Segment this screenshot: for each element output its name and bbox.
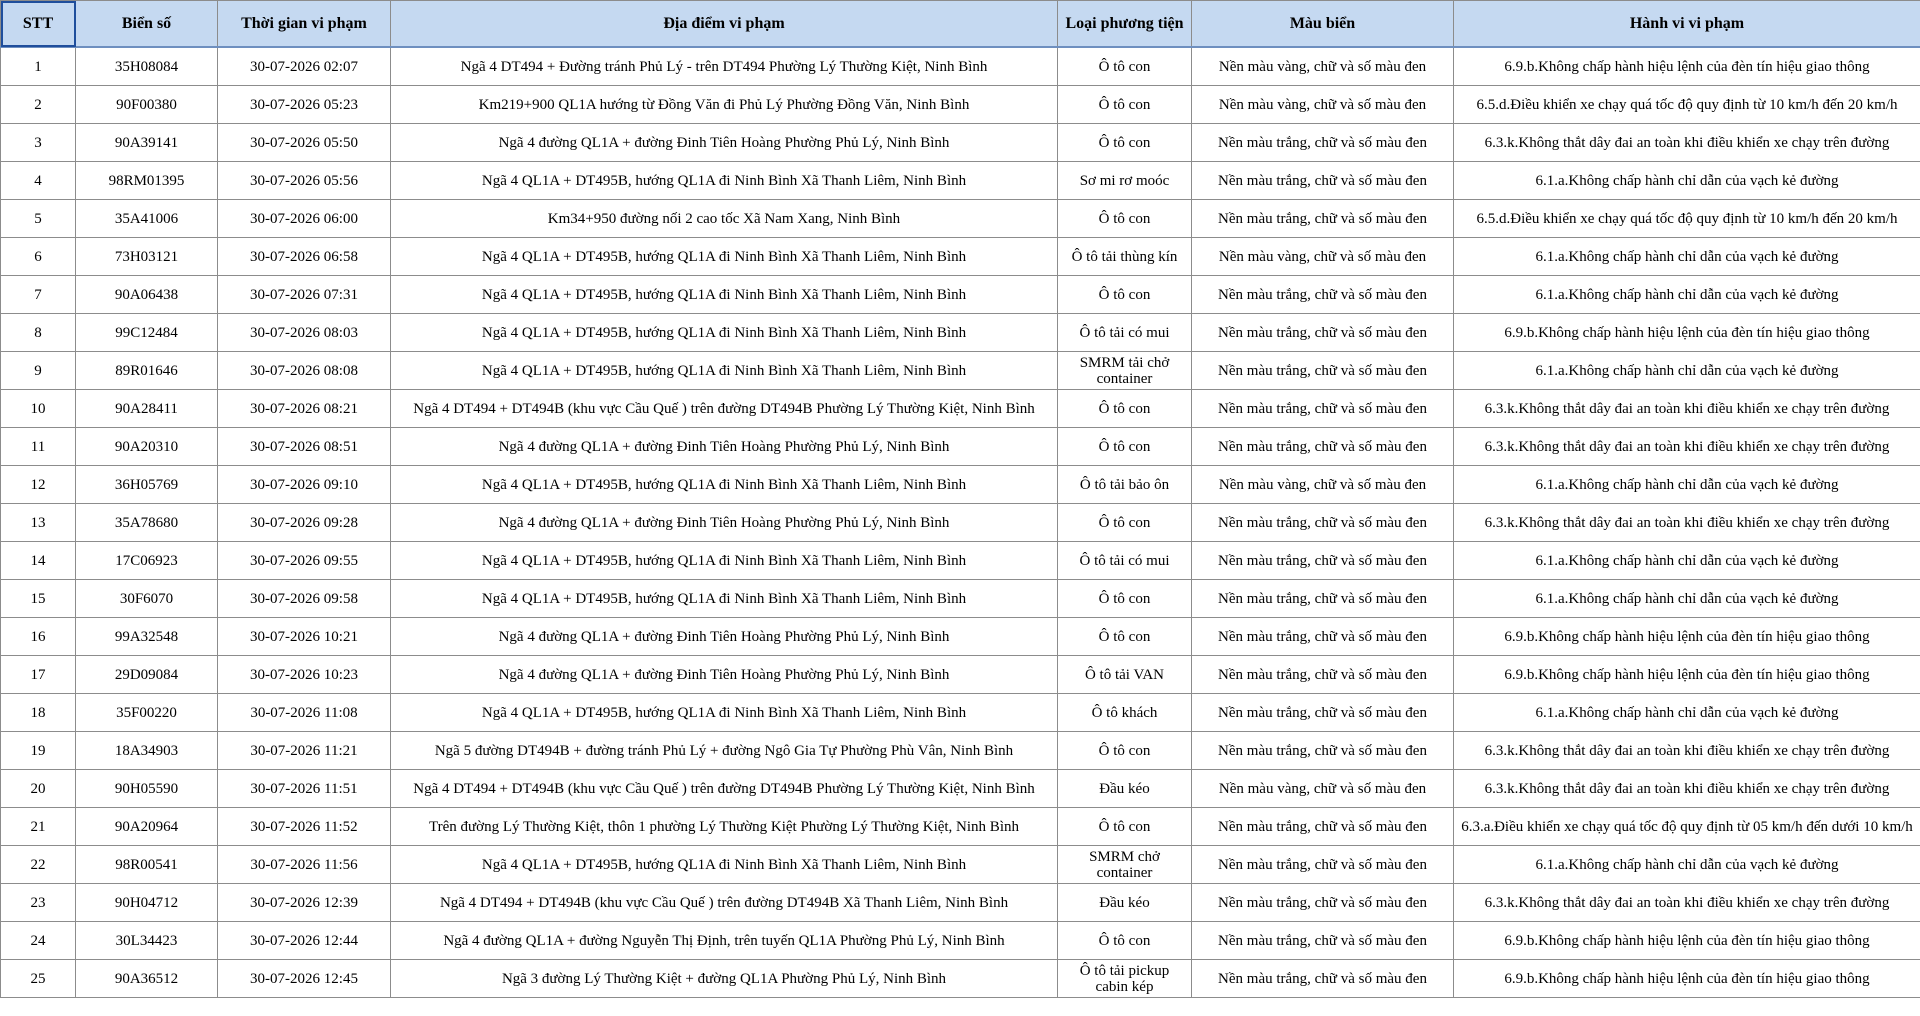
cell-stt[interactable]: 21 bbox=[1, 808, 76, 846]
cell-violation-location[interactable]: Ngã 4 QL1A + DT495B, hướng QL1A đi Ninh Bình Xã Thanh Liêm, Ninh Bình bbox=[391, 276, 1058, 314]
cell-license-plate[interactable]: 90H04712 bbox=[76, 884, 218, 922]
cell-plate-color[interactable]: Nền màu vàng, chữ và số màu đen bbox=[1192, 238, 1454, 276]
cell-license-plate[interactable]: 35F00220 bbox=[76, 694, 218, 732]
cell-violation-behavior[interactable]: 6.3.a.Điều khiển xe chạy quá tốc độ quy định từ 05 km/h đến dưới 10 km/h bbox=[1454, 808, 1920, 846]
cell-vehicle-type[interactable]: Ô tô con bbox=[1058, 428, 1192, 466]
cell-stt[interactable]: 1 bbox=[1, 47, 76, 86]
cell-license-plate[interactable]: 90H05590 bbox=[76, 770, 218, 808]
cell-stt[interactable]: 6 bbox=[1, 238, 76, 276]
cell-plate-color[interactable]: Nền màu trắng, chữ và số màu đen bbox=[1192, 618, 1454, 656]
cell-violation-time[interactable]: 30-07-2026 12:39 bbox=[218, 884, 391, 922]
cell-stt[interactable]: 3 bbox=[1, 124, 76, 162]
cell-vehicle-type[interactable]: Ô tô con bbox=[1058, 200, 1192, 238]
cell-license-plate[interactable]: 99C12484 bbox=[76, 314, 218, 352]
table-row bbox=[1, 694, 1920, 732]
cell-plate-color[interactable]: Nền màu trắng, chữ và số màu đen bbox=[1192, 960, 1454, 998]
cell-vehicle-type[interactable]: Ô tô tải bảo ôn bbox=[1058, 466, 1192, 504]
cell-violation-location[interactable]: Ngã 4 DT494 + DT494B (khu vực Cầu Quế ) trên đường DT494B Phường Lý Thường Kiệt, Ninh Bình bbox=[391, 390, 1058, 428]
table-row bbox=[1, 124, 1920, 162]
table-row bbox=[1, 390, 1920, 428]
cell-violation-time[interactable]: 30-07-2026 08:21 bbox=[218, 390, 391, 428]
cell-violation-time[interactable]: 30-07-2026 08:51 bbox=[218, 428, 391, 466]
cell-plate-color[interactable]: Nền màu trắng, chữ và số màu đen bbox=[1192, 352, 1454, 390]
cell-license-plate[interactable]: 73H03121 bbox=[76, 238, 218, 276]
cell-license-plate[interactable]: 90A06438 bbox=[76, 276, 218, 314]
column-header-plate-color[interactable]: Màu biển bbox=[1192, 1, 1454, 48]
table-row bbox=[1, 580, 1920, 618]
cell-violation-time[interactable]: 30-07-2026 10:23 bbox=[218, 656, 391, 694]
cell-violation-time[interactable]: 30-07-2026 09:58 bbox=[218, 580, 391, 618]
cell-violation-behavior[interactable]: 6.9.b.Không chấp hành hiệu lệnh của đèn tín hiệu giao thông bbox=[1454, 314, 1920, 352]
cell-vehicle-type[interactable]: Ô tô con bbox=[1058, 276, 1192, 314]
cell-violation-time[interactable]: 30-07-2026 06:00 bbox=[218, 200, 391, 238]
cell-license-plate[interactable]: 89R01646 bbox=[76, 352, 218, 390]
cell-vehicle-type[interactable]: Ô tô con bbox=[1058, 47, 1192, 86]
cell-stt[interactable]: 25 bbox=[1, 960, 76, 998]
cell-stt[interactable]: 8 bbox=[1, 314, 76, 352]
cell-license-plate[interactable]: 17C06923 bbox=[76, 542, 218, 580]
cell-plate-color[interactable]: Nền màu trắng, chữ và số màu đen bbox=[1192, 162, 1454, 200]
cell-plate-color[interactable]: Nền màu trắng, chữ và số màu đen bbox=[1192, 504, 1454, 542]
table-row bbox=[1, 200, 1920, 238]
cell-violation-time[interactable]: 30-07-2026 08:08 bbox=[218, 352, 391, 390]
cell-license-plate[interactable]: 35A41006 bbox=[76, 200, 218, 238]
cell-violation-location[interactable]: Ngã 4 DT494 + DT494B (khu vực Cầu Quế ) trên đường DT494B Xã Thanh Liêm, Ninh Bình bbox=[391, 884, 1058, 922]
cell-plate-color[interactable]: Nền màu vàng, chữ và số màu đen bbox=[1192, 86, 1454, 124]
cell-stt[interactable]: 20 bbox=[1, 770, 76, 808]
cell-violation-location[interactable]: Ngã 4 QL1A + DT495B, hướng QL1A đi Ninh Bình Xã Thanh Liêm, Ninh Bình bbox=[391, 466, 1058, 504]
cell-stt[interactable]: 4 bbox=[1, 162, 76, 200]
table-row bbox=[1, 47, 1920, 86]
table-row bbox=[1, 808, 1920, 846]
column-header-vehicle-type[interactable]: Loại phương tiện bbox=[1058, 1, 1192, 48]
cell-vehicle-type[interactable]: Ô tô con bbox=[1058, 808, 1192, 846]
cell-license-plate[interactable]: 35A78680 bbox=[76, 504, 218, 542]
table-row bbox=[1, 314, 1920, 352]
table-row bbox=[1, 846, 1920, 884]
cell-violation-location[interactable]: Ngã 4 QL1A + DT495B, hướng QL1A đi Ninh Bình Xã Thanh Liêm, Ninh Bình bbox=[391, 238, 1058, 276]
cell-vehicle-type[interactable]: Ô tô con bbox=[1058, 580, 1192, 618]
cell-stt[interactable]: 15 bbox=[1, 580, 76, 618]
cell-violation-location[interactable]: Ngã 4 QL1A + DT495B, hướng QL1A đi Ninh Bình Xã Thanh Liêm, Ninh Bình bbox=[391, 162, 1058, 200]
cell-violation-behavior[interactable]: 6.1.a.Không chấp hành chỉ dẫn của vạch kẻ đường bbox=[1454, 276, 1920, 314]
cell-plate-color[interactable]: Nền màu trắng, chữ và số màu đen bbox=[1192, 808, 1454, 846]
cell-stt[interactable]: 2 bbox=[1, 86, 76, 124]
cell-violation-behavior[interactable]: 6.3.k.Không thắt dây đai an toàn khi điều khiển xe chạy trên đường bbox=[1454, 124, 1920, 162]
cell-stt[interactable]: 10 bbox=[1, 390, 76, 428]
cell-license-plate[interactable]: 90A28411 bbox=[76, 390, 218, 428]
cell-plate-color[interactable]: Nền màu trắng, chữ và số màu đen bbox=[1192, 428, 1454, 466]
cell-plate-color[interactable]: Nền màu trắng, chữ và số màu đen bbox=[1192, 276, 1454, 314]
cell-violation-behavior[interactable]: 6.3.k.Không thắt dây đai an toàn khi điều khiển xe chạy trên đường bbox=[1454, 390, 1920, 428]
cell-violation-location[interactable]: Ngã 4 đường QL1A + đường Đinh Tiên Hoàng Phường Phủ Lý, Ninh Bình bbox=[391, 618, 1058, 656]
cell-plate-color[interactable]: Nền màu trắng, chữ và số màu đen bbox=[1192, 656, 1454, 694]
cell-plate-color[interactable]: Nền màu trắng, chữ và số màu đen bbox=[1192, 542, 1454, 580]
cell-stt[interactable]: 23 bbox=[1, 884, 76, 922]
cell-vehicle-type[interactable]: Ô tô con bbox=[1058, 86, 1192, 124]
cell-vehicle-type[interactable]: Ô tô con bbox=[1058, 124, 1192, 162]
cell-violation-behavior[interactable]: 6.5.d.Điều khiển xe chạy quá tốc độ quy định từ 10 km/h đến 20 km/h bbox=[1454, 200, 1920, 238]
table-row bbox=[1, 162, 1920, 200]
cell-violation-location[interactable]: Ngã 5 đường DT494B + đường tránh Phủ Lý + đường Ngô Gia Tự Phường Phù Vân, Ninh Bình bbox=[391, 732, 1058, 770]
cell-violation-location[interactable]: Ngã 4 QL1A + DT495B, hướng QL1A đi Ninh Bình Xã Thanh Liêm, Ninh Bình bbox=[391, 352, 1058, 390]
header-row bbox=[1, 1, 1920, 48]
cell-vehicle-type[interactable]: Ô tô tải có mui bbox=[1058, 542, 1192, 580]
cell-violation-time[interactable]: 30-07-2026 07:31 bbox=[218, 276, 391, 314]
table-row bbox=[1, 884, 1920, 922]
cell-violation-behavior[interactable]: 6.1.a.Không chấp hành chỉ dẫn của vạch kẻ đường bbox=[1454, 162, 1920, 200]
table-row bbox=[1, 618, 1920, 656]
cell-plate-color[interactable]: Nền màu trắng, chữ và số màu đen bbox=[1192, 200, 1454, 238]
cell-violation-time[interactable]: 30-07-2026 10:21 bbox=[218, 618, 391, 656]
cell-violation-location[interactable]: Ngã 4 QL1A + DT495B, hướng QL1A đi Ninh Bình Xã Thanh Liêm, Ninh Bình bbox=[391, 694, 1058, 732]
cell-violation-time[interactable]: 30-07-2026 05:50 bbox=[218, 124, 391, 162]
cell-violation-behavior[interactable]: 6.1.a.Không chấp hành chỉ dẫn của vạch kẻ đường bbox=[1454, 352, 1920, 390]
cell-vehicle-type[interactable]: Ô tô con bbox=[1058, 618, 1192, 656]
cell-license-plate[interactable]: 90F00380 bbox=[76, 86, 218, 124]
table-row bbox=[1, 352, 1920, 390]
cell-violation-time[interactable]: 30-07-2026 11:51 bbox=[218, 770, 391, 808]
cell-vehicle-type[interactable]: Ô tô tải pickup cabin kép bbox=[1058, 960, 1192, 998]
cell-stt[interactable]: 5 bbox=[1, 200, 76, 238]
cell-stt[interactable]: 18 bbox=[1, 694, 76, 732]
column-header-violation-time[interactable]: Thời gian vi phạm bbox=[218, 1, 391, 48]
cell-violation-time[interactable]: 30-07-2026 08:03 bbox=[218, 314, 391, 352]
cell-stt[interactable]: 11 bbox=[1, 428, 76, 466]
cell-plate-color[interactable]: Nền màu trắng, chữ và số màu đen bbox=[1192, 694, 1454, 732]
cell-violation-time[interactable]: 30-07-2026 06:58 bbox=[218, 238, 391, 276]
cell-violation-time[interactable]: 30-07-2026 09:55 bbox=[218, 542, 391, 580]
table-row bbox=[1, 428, 1920, 466]
cell-vehicle-type[interactable]: Đầu kéo bbox=[1058, 770, 1192, 808]
cell-violation-behavior[interactable]: 6.3.k.Không thắt dây đai an toàn khi điều khiển xe chạy trên đường bbox=[1454, 770, 1920, 808]
cell-violation-location[interactable]: Km219+900 QL1A hướng từ Đồng Văn đi Phủ Lý Phường Đồng Văn, Ninh Bình bbox=[391, 86, 1058, 124]
cell-license-plate[interactable]: 30L34423 bbox=[76, 922, 218, 960]
cell-plate-color[interactable]: Nền màu vàng, chữ và số màu đen bbox=[1192, 770, 1454, 808]
cell-license-plate[interactable]: 30F6070 bbox=[76, 580, 218, 618]
cell-violation-location[interactable]: Trên đường Lý Thường Kiệt, thôn 1 phường Lý Thường Kiệt Phường Lý Thường Kiệt, Ninh Bình bbox=[391, 808, 1058, 846]
cell-license-plate[interactable]: 29D09084 bbox=[76, 656, 218, 694]
table-row bbox=[1, 922, 1920, 960]
cell-violation-location[interactable]: Ngã 4 QL1A + DT495B, hướng QL1A đi Ninh Bình Xã Thanh Liêm, Ninh Bình bbox=[391, 846, 1058, 884]
cell-plate-color[interactable]: Nền màu trắng, chữ và số màu đen bbox=[1192, 732, 1454, 770]
column-header-violation-behavior[interactable]: Hành vi vi phạm bbox=[1454, 1, 1920, 48]
cell-violation-location[interactable]: Ngã 4 QL1A + DT495B, hướng QL1A đi Ninh Bình Xã Thanh Liêm, Ninh Bình bbox=[391, 580, 1058, 618]
cell-vehicle-type[interactable]: Ô tô tải VAN bbox=[1058, 656, 1192, 694]
table-row bbox=[1, 504, 1920, 542]
cell-plate-color[interactable]: Nền màu trắng, chữ và số màu đen bbox=[1192, 390, 1454, 428]
table-row bbox=[1, 276, 1920, 314]
cell-violation-behavior[interactable]: 6.3.k.Không thắt dây đai an toàn khi điều khiển xe chạy trên đường bbox=[1454, 732, 1920, 770]
table-row bbox=[1, 770, 1920, 808]
cell-stt[interactable]: 7 bbox=[1, 276, 76, 314]
cell-license-plate[interactable]: 35H08084 bbox=[76, 47, 218, 86]
cell-violation-behavior[interactable]: 6.9.b.Không chấp hành hiệu lệnh của đèn tín hiệu giao thông bbox=[1454, 618, 1920, 656]
cell-stt[interactable]: 13 bbox=[1, 504, 76, 542]
cell-violation-behavior[interactable]: 6.3.k.Không thắt dây đai an toàn khi điều khiển xe chạy trên đường bbox=[1454, 504, 1920, 542]
cell-violation-location[interactable]: Km34+950 đường nối 2 cao tốc Xã Nam Xang, Ninh Bình bbox=[391, 200, 1058, 238]
cell-license-plate[interactable]: 90A39141 bbox=[76, 124, 218, 162]
cell-vehicle-type[interactable]: SMRM chở container bbox=[1058, 846, 1192, 884]
cell-plate-color[interactable]: Nền màu vàng, chữ và số màu đen bbox=[1192, 466, 1454, 504]
cell-plate-color[interactable]: Nền màu trắng, chữ và số màu đen bbox=[1192, 580, 1454, 618]
table-row bbox=[1, 656, 1920, 694]
column-header-license-plate[interactable]: Biển số bbox=[76, 1, 218, 48]
cell-violation-location[interactable]: Ngã 4 đường QL1A + đường Đinh Tiên Hoàng Phường Phủ Lý, Ninh Bình bbox=[391, 428, 1058, 466]
cell-violation-time[interactable]: 30-07-2026 05:23 bbox=[218, 86, 391, 124]
cell-violation-behavior[interactable]: 6.1.a.Không chấp hành chỉ dẫn của vạch kẻ đường bbox=[1454, 542, 1920, 580]
cell-violation-location[interactable]: Ngã 4 DT494 + Đường tránh Phủ Lý - trên DT494 Phường Lý Thường Kiệt, Ninh Bình bbox=[391, 47, 1058, 86]
cell-license-plate[interactable]: 98R00541 bbox=[76, 846, 218, 884]
cell-plate-color[interactable]: Nền màu trắng, chữ và số màu đen bbox=[1192, 922, 1454, 960]
column-header-violation-location[interactable]: Địa điểm vi phạm bbox=[391, 1, 1058, 48]
cell-license-plate[interactable]: 90A36512 bbox=[76, 960, 218, 998]
cell-violation-time[interactable]: 30-07-2026 11:08 bbox=[218, 694, 391, 732]
cell-vehicle-type[interactable]: Ô tô con bbox=[1058, 504, 1192, 542]
cell-license-plate[interactable]: 36H05769 bbox=[76, 466, 218, 504]
table-row bbox=[1, 732, 1920, 770]
cell-vehicle-type[interactable]: Ô tô khách bbox=[1058, 694, 1192, 732]
cell-plate-color[interactable]: Nền màu trắng, chữ và số màu đen bbox=[1192, 124, 1454, 162]
cell-violation-behavior[interactable]: 6.1.a.Không chấp hành chỉ dẫn của vạch kẻ đường bbox=[1454, 580, 1920, 618]
cell-violation-time[interactable]: 30-07-2026 11:21 bbox=[218, 732, 391, 770]
cell-stt[interactable]: 17 bbox=[1, 656, 76, 694]
cell-violation-behavior[interactable]: 6.9.b.Không chấp hành hiệu lệnh của đèn tín hiệu giao thông bbox=[1454, 960, 1920, 998]
cell-violation-time[interactable]: 30-07-2026 02:07 bbox=[218, 47, 391, 86]
cell-vehicle-type[interactable]: Ô tô con bbox=[1058, 732, 1192, 770]
cell-violation-behavior[interactable]: 6.9.b.Không chấp hành hiệu lệnh của đèn tín hiệu giao thông bbox=[1454, 656, 1920, 694]
table-row bbox=[1, 86, 1920, 124]
cell-violation-time[interactable]: 30-07-2026 09:28 bbox=[218, 504, 391, 542]
cell-stt[interactable]: 24 bbox=[1, 922, 76, 960]
cell-plate-color[interactable]: Nền màu vàng, chữ và số màu đen bbox=[1192, 47, 1454, 86]
cell-violation-behavior[interactable]: 6.5.d.Điều khiển xe chạy quá tốc độ quy định từ 10 km/h đến 20 km/h bbox=[1454, 86, 1920, 124]
table-row bbox=[1, 542, 1920, 580]
cell-license-plate[interactable]: 18A34903 bbox=[76, 732, 218, 770]
cell-vehicle-type[interactable]: SMRM tải chở container bbox=[1058, 352, 1192, 390]
cell-violation-behavior[interactable]: 6.1.a.Không chấp hành chỉ dẫn của vạch kẻ đường bbox=[1454, 238, 1920, 276]
cell-license-plate[interactable]: 90A20964 bbox=[76, 808, 218, 846]
cell-stt[interactable]: 16 bbox=[1, 618, 76, 656]
cell-vehicle-type[interactable]: Ô tô tải thùng kín bbox=[1058, 238, 1192, 276]
cell-violation-time[interactable]: 30-07-2026 11:56 bbox=[218, 846, 391, 884]
cell-stt[interactable]: 22 bbox=[1, 846, 76, 884]
cell-vehicle-type[interactable]: Ô tô tải có mui bbox=[1058, 314, 1192, 352]
cell-vehicle-type[interactable]: Sơ mi rơ moóc bbox=[1058, 162, 1192, 200]
cell-violation-location[interactable]: Ngã 4 đường QL1A + đường Nguyễn Thị Định, trên tuyến QL1A Phường Phủ Lý, Ninh Bình bbox=[391, 922, 1058, 960]
cell-violation-behavior[interactable]: 6.9.b.Không chấp hành hiệu lệnh của đèn tín hiệu giao thông bbox=[1454, 47, 1920, 86]
cell-violation-time[interactable]: 30-07-2026 05:56 bbox=[218, 162, 391, 200]
cell-violation-location[interactable]: Ngã 4 DT494 + DT494B (khu vực Cầu Quế ) trên đường DT494B Phường Lý Thường Kiệt, Ninh Bình bbox=[391, 770, 1058, 808]
table-row bbox=[1, 466, 1920, 504]
cell-violation-location[interactable]: Ngã 4 đường QL1A + đường Đinh Tiên Hoàng Phường Phủ Lý, Ninh Bình bbox=[391, 656, 1058, 694]
cell-plate-color[interactable]: Nền màu trắng, chữ và số màu đen bbox=[1192, 846, 1454, 884]
table-body bbox=[1, 47, 1920, 998]
cell-violation-location[interactable]: Ngã 4 QL1A + DT495B, hướng QL1A đi Ninh Bình Xã Thanh Liêm, Ninh Bình bbox=[391, 314, 1058, 352]
cell-stt[interactable]: 14 bbox=[1, 542, 76, 580]
cell-violation-behavior[interactable]: 6.3.k.Không thắt dây đai an toàn khi điều khiển xe chạy trên đường bbox=[1454, 884, 1920, 922]
table-row bbox=[1, 960, 1920, 998]
cell-violation-time[interactable]: 30-07-2026 09:10 bbox=[218, 466, 391, 504]
cell-license-plate[interactable]: 98RM01395 bbox=[76, 162, 218, 200]
cell-violation-time[interactable]: 30-07-2026 12:45 bbox=[218, 960, 391, 998]
cell-plate-color[interactable]: Nền màu trắng, chữ và số màu đen bbox=[1192, 314, 1454, 352]
cell-stt[interactable]: 9 bbox=[1, 352, 76, 390]
table-header bbox=[1, 1, 1920, 48]
cell-violation-location[interactable]: Ngã 3 đường Lý Thường Kiệt + đường QL1A Phường Phủ Lý, Ninh Bình bbox=[391, 960, 1058, 998]
cell-violation-behavior[interactable]: 6.1.a.Không chấp hành chỉ dẫn của vạch kẻ đường bbox=[1454, 466, 1920, 504]
cell-vehicle-type[interactable]: Đầu kéo bbox=[1058, 884, 1192, 922]
table-row bbox=[1, 238, 1920, 276]
cell-violation-location[interactable]: Ngã 4 QL1A + DT495B, hướng QL1A đi Ninh Bình Xã Thanh Liêm, Ninh Bình bbox=[391, 542, 1058, 580]
cell-vehicle-type[interactable]: Ô tô con bbox=[1058, 390, 1192, 428]
cell-violation-location[interactable]: Ngã 4 đường QL1A + đường Đinh Tiên Hoàng Phường Phủ Lý, Ninh Bình bbox=[391, 504, 1058, 542]
cell-violation-behavior[interactable]: 6.1.a.Không chấp hành chỉ dẫn của vạch kẻ đường bbox=[1454, 694, 1920, 732]
cell-plate-color[interactable]: Nền màu trắng, chữ và số màu đen bbox=[1192, 884, 1454, 922]
cell-violation-time[interactable]: 30-07-2026 12:44 bbox=[218, 922, 391, 960]
cell-stt[interactable]: 12 bbox=[1, 466, 76, 504]
cell-violation-behavior[interactable]: 6.1.a.Không chấp hành chỉ dẫn của vạch kẻ đường bbox=[1454, 846, 1920, 884]
cell-stt[interactable]: 19 bbox=[1, 732, 76, 770]
cell-license-plate[interactable]: 90A20310 bbox=[76, 428, 218, 466]
cell-violation-location[interactable]: Ngã 4 đường QL1A + đường Đinh Tiên Hoàng Phường Phủ Lý, Ninh Bình bbox=[391, 124, 1058, 162]
cell-license-plate[interactable]: 99A32548 bbox=[76, 618, 218, 656]
column-header-stt[interactable]: STT bbox=[1, 1, 76, 48]
cell-violation-behavior[interactable]: 6.9.b.Không chấp hành hiệu lệnh của đèn tín hiệu giao thông bbox=[1454, 922, 1920, 960]
cell-vehicle-type[interactable]: Ô tô con bbox=[1058, 922, 1192, 960]
cell-violation-behavior[interactable]: 6.3.k.Không thắt dây đai an toàn khi điều khiển xe chạy trên đường bbox=[1454, 428, 1920, 466]
cell-violation-time[interactable]: 30-07-2026 11:52 bbox=[218, 808, 391, 846]
